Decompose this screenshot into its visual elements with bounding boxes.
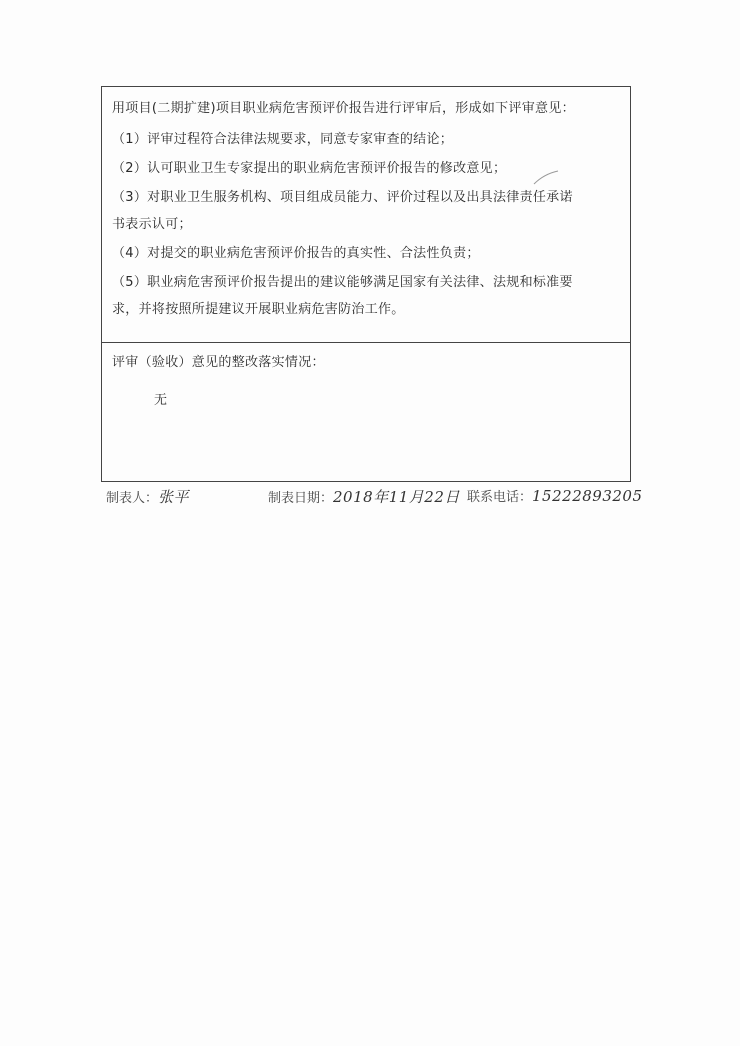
review-item-3: （3）对职业卫生服务机构、项目组成员能力、评价过程以及出具法律责任承诺 — [112, 190, 573, 205]
review-item-5: （5）职业病危害预评价报告提出的建议能够满足国家有关法律、法规和标准要 — [112, 275, 573, 290]
rectification-cell — [102, 343, 630, 481]
rectification-content: 无 — [154, 393, 168, 408]
review-item-4: （4）对提交的职业病危害预评价报告的真实性、合法性负责； — [112, 246, 480, 261]
preparer-label: 制表人： — [106, 491, 159, 506]
review-table — [101, 86, 631, 482]
preparer-signature: 张平 — [158, 488, 190, 506]
date-label: 制表日期： — [268, 491, 334, 506]
contact-phone — [467, 486, 643, 505]
review-item-3-cont: 书表示认可； — [112, 217, 192, 232]
pen-mark-icon — [532, 168, 562, 188]
phone-label: 联系电话： — [467, 490, 533, 505]
review-item-5-cont: 求，并将按照所提建议开展职业病危害防治工作。 — [112, 302, 405, 317]
date-handwritten: 2018年11月22日 — [333, 488, 460, 506]
rectification-heading: 评审（验收）意见的整改落实情况： — [112, 355, 325, 370]
phone-handwritten: 15222893205 — [532, 487, 643, 505]
prepared-date — [268, 486, 460, 507]
review-opinion-cell — [102, 87, 630, 343]
review-item-2: （2）认可职业卫生专家提出的职业病危害预评价报告的修改意见； — [112, 161, 507, 176]
review-intro-line: 用项目(二期扩建)项目职业病危害预评价报告进行评审后，形成如下评审意见： — [112, 101, 575, 116]
review-item-1: （1）评审过程符合法律法规要求，同意专家审查的结论； — [112, 132, 454, 147]
preparer — [106, 486, 189, 507]
